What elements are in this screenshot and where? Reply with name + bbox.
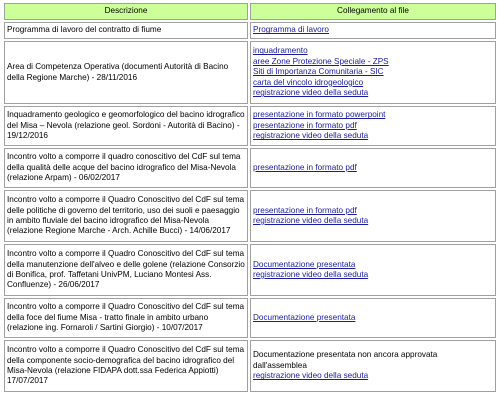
row-links bbox=[250, 22, 496, 39]
row-links bbox=[250, 298, 496, 338]
documentation-note: Documentazione presentata non ancora approvata dall'assemblea bbox=[253, 350, 438, 370]
table-row bbox=[4, 148, 496, 188]
header-descrizione: Descrizione bbox=[4, 3, 248, 20]
table-row bbox=[4, 190, 496, 242]
link-programma-di-lavoro[interactable]: Programma di lavoro bbox=[253, 25, 329, 35]
link-video-seduta[interactable]: registrazione video della seduta bbox=[253, 371, 369, 381]
row-description: Inquadramento geologico e geomorfologico del bacino idrografico del Misa – Nevola (relazione geol. Sordoni - Autorità di Bacino) - 19/12/2016 bbox=[4, 106, 248, 146]
row-links bbox=[250, 41, 496, 104]
documents-table bbox=[2, 1, 498, 394]
table-header-row bbox=[4, 3, 496, 20]
row-links bbox=[250, 148, 496, 188]
table-row bbox=[4, 41, 496, 104]
link-sic[interactable]: Siti di Importanza Comunitaria - SIC bbox=[253, 67, 384, 77]
row-description: Incontro volto a comporre il Quadro Conoscitivo del CdF sul tema della foce del fiume Misa - tratto finale in ambito urbano (relazione ing. Fornaroli / Sartini Giorgio) - 10/07/2017 bbox=[4, 298, 248, 338]
table-row bbox=[4, 22, 496, 39]
row-links bbox=[250, 244, 496, 296]
row-links bbox=[250, 340, 496, 392]
table-row bbox=[4, 244, 496, 296]
link-zps[interactable]: aree Zone Protezione Speciale - ZPS bbox=[253, 56, 389, 66]
row-description: Incontro volto a comporre il Quadro Conoscitivo del CdF sul tema della componente socio-demografica del bacino idrografico del Misa-Nevola (relazione FIDAPA dott.ssa Federica Appiotti) 17/07/2017 bbox=[4, 340, 248, 392]
link-powerpoint[interactable]: presentazione in formato powerpoint bbox=[253, 110, 386, 120]
link-video-seduta[interactable]: registrazione video della seduta bbox=[253, 88, 369, 98]
link-pdf[interactable]: presentazione in formato pdf bbox=[253, 120, 357, 130]
row-links bbox=[250, 106, 496, 146]
link-video-seduta[interactable]: registrazione video della seduta bbox=[253, 216, 369, 225]
link-documentazione[interactable]: Documentazione presentata bbox=[253, 312, 356, 322]
link-video-seduta[interactable]: registrazione video della seduta bbox=[253, 270, 369, 279]
row-links bbox=[250, 190, 496, 242]
row-description: Incontro volto a comporre il quadro conoscitivo del CdF sul tema della qualità delle acque del bacino idrografico del Misa-Nevola (relazione Arpam) - 06/02/2017 bbox=[4, 148, 248, 188]
row-description: Incontro volto a comporre il Quadro Conoscitivo del CdF sul tema delle politiche di governo del territorio, uso dei suoli e paesaggio in ambito fluviale del bacino idrografico del Misa-Nevola (relazione Regione Marche - Arch. Achille Bucci) - 14/06/2017 bbox=[4, 190, 248, 242]
row-description: Incontro volto a comporre il Quadro Conoscitivo del CdF sul tema della manutenzione dell'alveo e delle golene (relazione Consorzio di Bonifica, prof. Taffetani UnivPM, Luciano Montesi Ass. Confluenze) - 26/06/2017 bbox=[4, 244, 248, 296]
table-row bbox=[4, 298, 496, 338]
link-documentazione[interactable]: Documentazione presentata bbox=[253, 259, 356, 269]
header-collegamento: Collegamento al file bbox=[250, 3, 496, 20]
table-row bbox=[4, 106, 496, 146]
row-description: Programma di lavoro del contratto di fiume bbox=[4, 22, 248, 39]
link-vincolo-idrogeologico[interactable]: carta del vincolo idrogeologico bbox=[253, 77, 364, 87]
row-description: Area di Competenza Operativa (documenti Autorità di Bacino della Regione Marche) - 28/11/2016 bbox=[4, 41, 248, 104]
link-pdf[interactable]: presentazione in formato pdf bbox=[253, 205, 357, 215]
link-pdf[interactable]: presentazione in formato pdf bbox=[253, 162, 357, 172]
table-row bbox=[4, 340, 496, 392]
link-video-seduta[interactable]: registrazione video della seduta bbox=[253, 131, 369, 141]
link-inquadramento[interactable]: inquadramento bbox=[253, 46, 308, 56]
